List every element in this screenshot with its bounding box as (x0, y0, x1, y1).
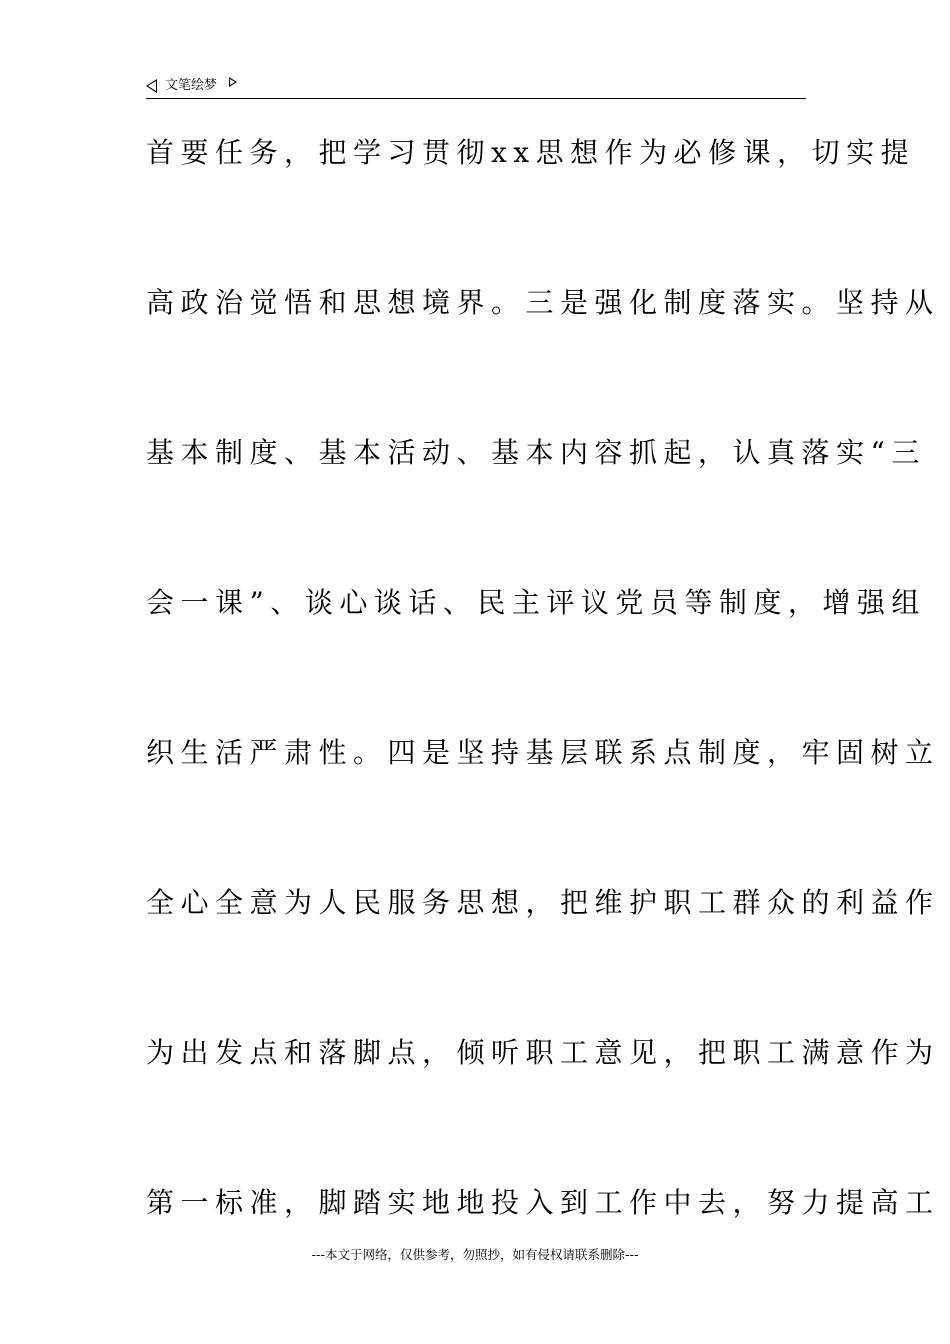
body-line: 会一课”、谈心谈话、民主评议党员等制度，增强组 (146, 586, 926, 619)
body-line: 为出发点和落脚点，倾听职工意见，把职工满意作为 (146, 1036, 940, 1069)
body-line: 第一标准，脚踏实地地投入到工作中去，努力提高工 (146, 1186, 940, 1219)
right-triangle-icon (229, 77, 237, 87)
left-triangle-icon (146, 79, 157, 93)
page-footer-notice: ---本文于网络，仅供参考，勿照抄，如有侵权请联系删除--- (311, 1247, 639, 1262)
page-header (146, 74, 806, 99)
body-line: 高政治觉悟和思想境界。三是强化制度落实。坚持从 (146, 286, 940, 319)
body-line: 全心全意为人民服务思想，把维护职工群众的利益作 (146, 886, 940, 919)
body-line: 首要任务，把学习贯彻xx思想作为必修课，切实提 (146, 136, 916, 169)
header-brand: 文笔绘梦 (165, 78, 218, 93)
body-line: 织生活严肃性。四是坚持基层联系点制度，牢固树立 (146, 736, 940, 769)
body-line: 基本制度、基本活动、基本内容抓起，认真落实“三 (146, 436, 926, 469)
document-body (146, 124, 940, 1324)
